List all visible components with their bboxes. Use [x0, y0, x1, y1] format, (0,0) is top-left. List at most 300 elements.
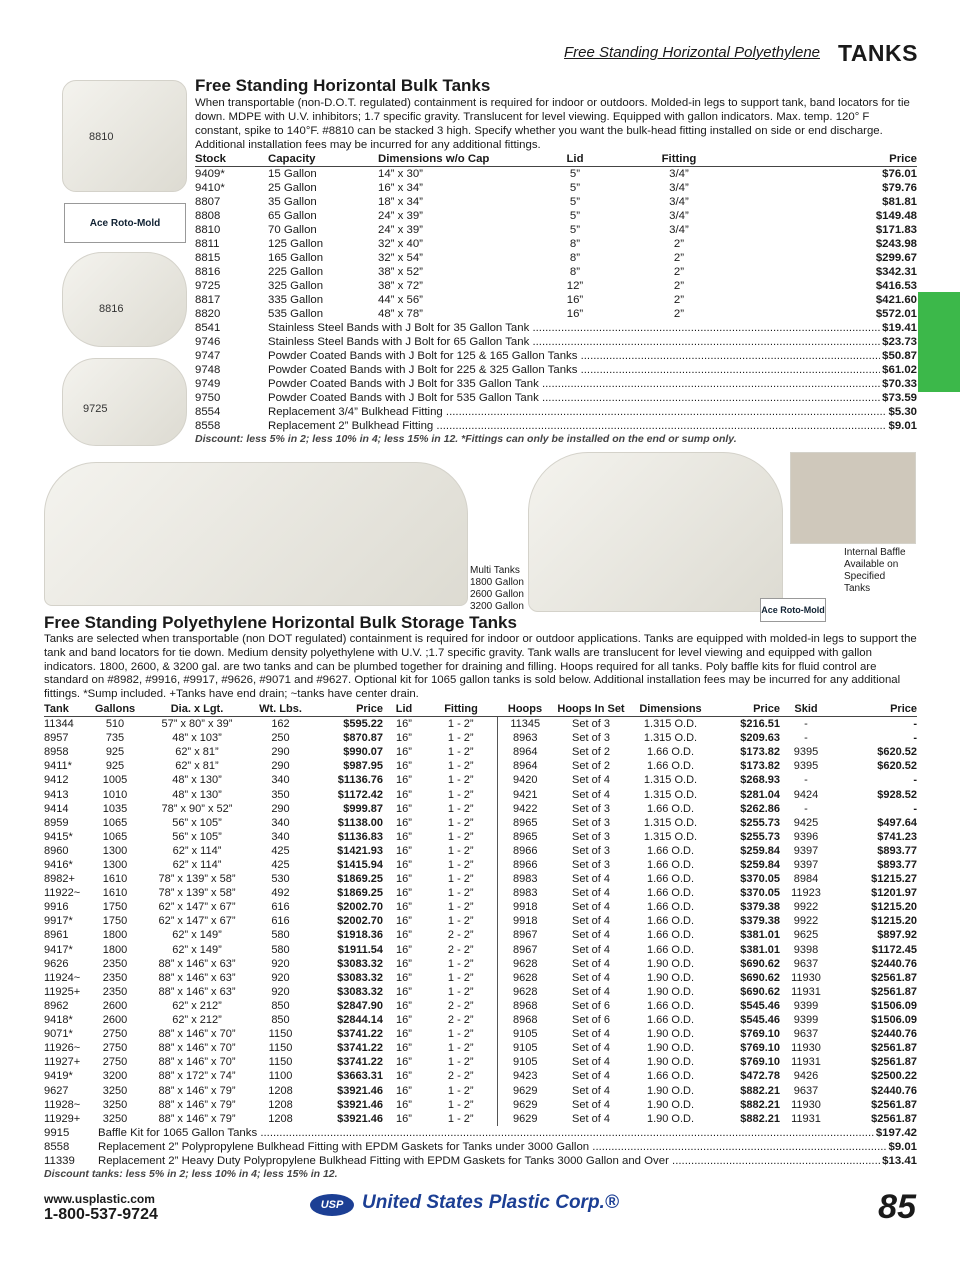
lid-cell: 16”: [396, 957, 412, 970]
hoops-in-set-cell: Set of 4: [572, 901, 610, 914]
skid-cell: -: [804, 802, 808, 815]
hoops-in-set-cell: Set of 4: [572, 788, 610, 801]
hoops-cell: 9628: [497, 985, 553, 999]
lid-cell: 16”: [396, 929, 412, 942]
fitting-cell: 1 - 2”: [447, 746, 474, 759]
accessory-stock: 9746: [195, 336, 221, 348]
dia-lgt-cell: 88” x 146” x 70”: [158, 1042, 236, 1055]
table-row: [44, 1084, 917, 1098]
dimensions-cell: 14” x 30”: [378, 168, 423, 180]
section-description: Tanks are selected when transportable (non DOT regulated) containment is required for indoor or outdoor applications. Tanks are equipped with molded-in legs to support the tank and band locators for tie down. Medium density polyethylene with U.V. ;1.7 specific gravity. Tank walls are translucent for level viewing and equipped with gallon indicators. 1800, 2600, & 3200 gal. are two tanks and can be plumbed together for draining and filling. Hoops required for all tanks. Poly baffle kits for fluid control are standard on #8982, #9916, #9917, #9626, #9071 and #9627. Optional kit for 1065 gallon tanks is sold below. Additional installation fees may be incurred for any additional fittings. *Sump included. +Tanks have end drain; ~tanks have center drain.: [44, 633, 917, 701]
hoops-in-set-cell: Set of 2: [572, 746, 610, 759]
dimensions-cell: 16” x 34”: [378, 182, 423, 194]
hoops-in-set-cell: Set of 4: [572, 957, 610, 970]
price-cell: $595.22: [343, 718, 383, 731]
accessory-price: $13.41: [882, 1154, 917, 1167]
skid-price-cell: -: [913, 718, 917, 731]
table-row: [195, 167, 917, 182]
capacity-cell: 70 Gallon: [268, 224, 317, 236]
dimensions-cell: 1.90 O.D.: [646, 1098, 695, 1111]
skid-price-cell: -: [913, 732, 917, 745]
accessory-price: $61.02: [882, 364, 917, 376]
gallons-cell: 735: [105, 732, 125, 745]
hoop-price-cell: $690.62: [740, 957, 780, 970]
gallons-cell: 1750: [102, 915, 128, 928]
skid-cell: 9399: [793, 1014, 819, 1027]
hoops-cell: 9918: [497, 914, 553, 928]
skid-cell: 9398: [793, 943, 819, 956]
tank-cell: 9626: [44, 957, 69, 970]
gallons-cell: 2600: [102, 999, 128, 1012]
dia-lgt-cell: 88” x 146” x 63”: [158, 957, 236, 970]
lid-cell: 16”: [396, 1014, 412, 1027]
hoop-price-cell: $381.01: [740, 929, 780, 942]
accessory-row: [195, 377, 917, 391]
dimensions-cell: 48” x 78”: [378, 308, 423, 320]
hoop-price-cell: $259.84: [740, 844, 780, 857]
accessory-stock: 9748: [195, 364, 221, 376]
hoop-price-cell: $769.10: [740, 1056, 780, 1069]
accessory-row: [44, 1154, 917, 1168]
dia-lgt-cell: 88” x 146” x 70”: [158, 1028, 236, 1041]
dimensions-cell: 24” x 39”: [378, 210, 423, 222]
dia-lgt-cell: 88” x 146” x 63”: [158, 971, 236, 984]
table-row: [44, 886, 917, 900]
price-cell: $2847.90: [337, 999, 383, 1012]
fitting-cell: 1 - 2”: [447, 971, 474, 984]
accessory-description: Replacement 2” Heavy Duty Polypropylene Bulkhead Fitting with EPDM Gaskets for Tanks 3000 Gallon and Over .....: [98, 1154, 880, 1168]
logo-text: Ace Roto-Mold: [89, 217, 161, 229]
dimensions-cell: 44” x 56”: [378, 294, 423, 306]
skid-price-cell: $2440.76: [871, 1028, 917, 1041]
fitting-cell: 1 - 2”: [447, 830, 474, 843]
hoop-price-cell: $882.21: [740, 1098, 780, 1111]
fitting-cell: 1 - 2”: [447, 901, 474, 914]
lid-cell: 16”: [396, 1112, 412, 1125]
capacity-cell: 165 Gallon: [268, 252, 324, 264]
table-row: [44, 1041, 917, 1055]
hoops-in-set-cell: Set of 3: [572, 859, 610, 872]
stock-cell: 9410*: [195, 182, 225, 194]
lid-cell: 16”: [396, 1084, 412, 1097]
weight-cell: 580: [271, 929, 290, 942]
hoop-price-cell: $370.05: [740, 887, 780, 900]
lid-cell: 16”: [396, 873, 412, 886]
logo-text: USP: [320, 1199, 344, 1211]
lid-cell: 5”: [569, 196, 581, 208]
hoops-cell: 9629: [497, 1098, 553, 1112]
hoop-price-cell: $173.82: [740, 760, 780, 773]
gallons-cell: 1750: [102, 901, 128, 914]
fitting-cell: 1 - 2”: [447, 732, 474, 745]
dimensions-cell: 1.90 O.D.: [646, 1042, 695, 1055]
tank-cell: 8961: [44, 929, 69, 942]
dia-lgt-cell: 48” x 130”: [172, 774, 222, 787]
hoop-price-cell: $370.05: [740, 873, 780, 886]
hoop-price-cell: $262.86: [740, 802, 780, 815]
col-hoops: Hoops: [497, 702, 553, 717]
table-row: [44, 802, 917, 816]
col-weight: Wt. Lbs.: [253, 702, 308, 717]
section-title: Free Standing Polyethylene Horizontal Bulk Storage Tanks: [44, 613, 517, 632]
skid-cell: 9397: [793, 844, 819, 857]
dia-lgt-cell: 48” x 103”: [172, 732, 222, 745]
hoops-cell: 9420: [497, 773, 553, 787]
lid-cell: 16”: [396, 760, 412, 773]
table-row: [44, 999, 917, 1013]
price-cell: $421.60: [875, 294, 917, 306]
skid-cell: 9922: [793, 915, 819, 928]
caption-line: Multi Tanks: [470, 565, 520, 576]
fitting-cell: 2 - 2”: [447, 1070, 474, 1083]
accessory-description: Powder Coated Bands with J Bolt for 125 & 165 Gallon Tanks .....: [268, 349, 880, 363]
lid-cell: 5”: [569, 168, 581, 180]
weight-cell: 530: [271, 873, 290, 886]
section-description: When transportable (non-D.O.T. regulated) containment is required for indoor or outdoors. Molded-in legs to support tank, band locators for tie down. MDPE with U.V. inhibitors; 1.7 specific gravity. Translucent for level viewing. Equipped with gallon indicators. Max. temp. 120° F constant, spike to 140°F. #8810 can be stacked 3 high. Specify whether you want the bulk-head fitting installed on side or end discharge. Additional installation fees may be incurred for any additional fittings.: [195, 97, 910, 151]
stock-cell: 8808: [195, 210, 221, 222]
capacity-cell: 225 Gallon: [268, 266, 324, 278]
fitting-cell: 1 - 2”: [447, 873, 474, 886]
price-cell: $987.95: [343, 760, 383, 773]
hoops-cell: 9628: [497, 971, 553, 985]
table-row: [195, 265, 917, 279]
price-cell: $3083.32: [337, 971, 383, 984]
table-row: [195, 195, 917, 209]
dimensions-cell: 1.90 O.D.: [646, 1084, 695, 1097]
hoop-price-cell: $381.01: [740, 943, 780, 956]
footer-url[interactable]: www.usplastic.com: [44, 1192, 155, 1206]
accessory-description: Stainless Steel Bands with J Bolt for 35 Gallon Tank .....: [268, 321, 880, 335]
fitting-cell: 3/4”: [669, 168, 689, 180]
caption-line: 2600 Gallon: [470, 589, 524, 600]
table-row: [44, 872, 917, 886]
tank-cell: 9416*: [44, 859, 73, 872]
tank-cell: 9071*: [44, 1028, 73, 1041]
tank-cell: 8957: [44, 732, 69, 745]
hoop-price-cell: $216.51: [740, 718, 780, 731]
tank-cell: 9627: [44, 1084, 69, 1097]
gallons-cell: 2750: [102, 1028, 128, 1041]
lid-cell: 16”: [566, 294, 584, 306]
weight-cell: 1150: [268, 1056, 293, 1069]
accessory-row: [195, 405, 917, 419]
price-cell: $999.87: [343, 802, 383, 815]
weight-cell: 1150: [268, 1028, 293, 1041]
skid-cell: 9425: [793, 816, 819, 829]
accessory-price: $9.01: [888, 420, 917, 432]
table-row: [44, 900, 917, 914]
skid-cell: 8984: [793, 873, 819, 886]
table-row: [195, 223, 917, 237]
skid-cell: -: [804, 732, 808, 745]
hoop-price-cell: $769.10: [740, 1042, 780, 1055]
section-bulk-tanks: [195, 76, 917, 445]
tank-cell: 8962: [44, 999, 69, 1012]
dia-lgt-cell: 88” x 146” x 79”: [158, 1112, 236, 1125]
dia-lgt-cell: 88” x 146” x 70”: [158, 1056, 236, 1069]
gallons-cell: 2750: [102, 1042, 128, 1055]
hoop-price-cell: $882.21: [740, 1112, 780, 1125]
fitting-cell: 1 - 2”: [447, 887, 474, 900]
fitting-cell: 2”: [673, 238, 685, 250]
weight-cell: 920: [271, 985, 290, 998]
ace-roto-mold-logo: [64, 203, 186, 243]
price-cell: $1138.00: [337, 816, 383, 829]
dimensions-cell: 38” x 72”: [378, 280, 423, 292]
dia-lgt-cell: 62” x 149”: [172, 929, 222, 942]
skid-price-cell: $620.52: [877, 760, 917, 773]
lid-cell: 16”: [396, 971, 412, 984]
price-cell: $1136.83: [337, 830, 383, 843]
skid-price-cell: $497.64: [877, 816, 917, 829]
col-skid: Skid: [780, 702, 832, 717]
gallons-cell: 510: [105, 718, 125, 731]
weight-cell: 350: [271, 788, 290, 801]
dimensions-cell: 1.66 O.D.: [646, 929, 695, 942]
fitting-cell: 1 - 2”: [447, 957, 474, 970]
skid-cell: 11930: [791, 971, 821, 984]
col-dimensions: Dimensions: [629, 702, 712, 717]
lid-cell: 8”: [569, 252, 581, 264]
skid-price-cell: -: [913, 774, 917, 787]
hoops-in-set-cell: Set of 3: [572, 802, 610, 815]
hoops-in-set-cell: Set of 6: [572, 999, 610, 1012]
fitting-cell: 2”: [673, 252, 685, 264]
skid-price-cell: $2561.87: [871, 985, 917, 998]
price-cell: $3083.32: [337, 985, 383, 998]
price-cell: $3741.22: [337, 1056, 383, 1069]
tank-cell: 8958: [44, 746, 69, 759]
weight-cell: 492: [271, 887, 290, 900]
dimensions-cell: 1.315 O.D.: [643, 830, 698, 843]
dimensions-cell: 1.66 O.D.: [646, 746, 695, 759]
col-hoops-in-set: Hoops In Set: [553, 702, 629, 717]
capacity-cell: 15 Gallon: [268, 168, 317, 180]
fitting-cell: 3/4”: [669, 224, 689, 236]
table-row: [44, 1069, 917, 1083]
price-cell: $3921.46: [337, 1112, 383, 1125]
tank-cell: 9418*: [44, 1014, 73, 1027]
table-row: [195, 237, 917, 251]
dimensions-cell: 1.66 O.D.: [646, 760, 695, 773]
skid-price-cell: $2500.22: [871, 1070, 917, 1083]
internal-baffle-photo: [790, 452, 916, 544]
weight-cell: 340: [271, 816, 290, 829]
col-fitting: Fitting: [425, 702, 497, 717]
hoops-in-set-cell: Set of 3: [572, 844, 610, 857]
image-label: 8810: [89, 131, 114, 143]
fitting-cell: 2 - 2”: [447, 1014, 474, 1027]
lid-cell: 12”: [566, 280, 584, 292]
hoops-cell: 11345: [497, 717, 553, 732]
price-cell: $2002.70: [337, 915, 383, 928]
dia-lgt-cell: 78” x 139” x 58”: [158, 873, 236, 886]
skid-cell: 9396: [793, 830, 819, 843]
hoops-cell: 8967: [497, 943, 553, 957]
storage-tanks-table: [44, 702, 917, 1126]
table-row: [44, 816, 917, 830]
fitting-cell: 1 - 2”: [447, 844, 474, 857]
fitting-cell: 2”: [673, 308, 685, 320]
fitting-cell: 1 - 2”: [447, 802, 474, 815]
caption-line: 3200 Gallon: [470, 601, 524, 612]
gallons-cell: 2350: [102, 985, 128, 998]
weight-cell: 850: [271, 1014, 290, 1027]
col-dimensions: Dimensions w/o Cap: [378, 152, 546, 167]
tank-cell: 11925+: [44, 985, 81, 998]
accessory-description: Replacement 2” Bulkhead Fitting .....: [268, 419, 886, 433]
accessory-description: Powder Coated Bands with J Bolt for 225 & 325 Gallon Tanks .....: [268, 363, 880, 377]
skid-price-cell: $2440.76: [871, 957, 917, 970]
hoops-in-set-cell: Set of 3: [572, 816, 610, 829]
skid-price-cell: -: [913, 802, 917, 815]
table-header-row: [195, 152, 917, 167]
dimensions-cell: 1.66 O.D.: [646, 844, 695, 857]
hoops-in-set-cell: Set of 4: [572, 985, 610, 998]
capacity-cell: 535 Gallon: [268, 308, 324, 320]
gallons-cell: 2350: [102, 957, 128, 970]
hoop-price-cell: $769.10: [740, 1028, 780, 1041]
table-row: [195, 293, 917, 307]
gallons-cell: 1800: [102, 929, 128, 942]
section-tab-marker: [918, 292, 960, 392]
header-title: TANKS: [837, 40, 918, 66]
fitting-cell: 2”: [673, 266, 685, 278]
col-tank: Tank: [44, 702, 89, 717]
fitting-cell: 1 - 2”: [447, 915, 474, 928]
dimensions-cell: 1.90 O.D.: [646, 985, 695, 998]
tank-9725-image: [62, 358, 187, 446]
dia-lgt-cell: 88” x 146” x 79”: [158, 1084, 236, 1097]
hoop-price-cell: $281.04: [740, 788, 780, 801]
hoop-price-cell: $173.82: [740, 746, 780, 759]
accessory-price: $9.01: [888, 1140, 917, 1153]
tank-cell: 9417*: [44, 943, 73, 956]
accessory-stock: 8558: [44, 1140, 70, 1153]
accessory-row: [195, 335, 917, 349]
weight-cell: 340: [271, 830, 290, 843]
page-number: 85: [878, 1188, 916, 1226]
fitting-cell: 3/4”: [669, 182, 689, 194]
logo-text: Ace Roto-Mold: [761, 605, 825, 615]
fitting-cell: 1 - 2”: [447, 760, 474, 773]
accessory-stock: 11339: [44, 1154, 75, 1167]
skid-cell: -: [804, 718, 808, 731]
dimensions-cell: 18” x 34”: [378, 196, 423, 208]
tank-cell: 9412: [44, 774, 69, 787]
price-cell: $572.01: [875, 308, 917, 320]
price-cell: $870.87: [343, 732, 383, 745]
accessory-stock: 9915: [44, 1126, 70, 1139]
dimensions-cell: 38” x 52”: [378, 266, 423, 278]
hoop-price-cell: $882.21: [740, 1084, 780, 1097]
table-row: [44, 985, 917, 999]
hoops-cell: 8983: [497, 886, 553, 900]
price-cell: $1421.93: [337, 844, 383, 857]
hoop-price-cell: $472.78: [740, 1070, 780, 1083]
hoops-in-set-cell: Set of 4: [572, 1056, 610, 1069]
skid-cell: 11930: [791, 1042, 821, 1055]
weight-cell: 340: [271, 774, 290, 787]
hoops-in-set-cell: Set of 3: [572, 830, 610, 843]
col-price: Price: [308, 702, 383, 717]
skid-cell: 9399: [793, 999, 819, 1012]
skid-price-cell: $1215.20: [871, 901, 917, 914]
tank-cell: 9419*: [44, 1070, 73, 1083]
fitting-cell: 1 - 2”: [447, 859, 474, 872]
hoops-in-set-cell: Set of 4: [572, 943, 610, 956]
hoops-cell: 8966: [497, 844, 553, 858]
table-row: [44, 1055, 917, 1069]
col-price: Price: [754, 152, 917, 167]
tank-8816-image: [62, 252, 187, 347]
skid-price-cell: $2440.76: [871, 1084, 917, 1097]
tank-cell: 11922~: [44, 887, 81, 900]
capacity-cell: 25 Gallon: [268, 182, 317, 194]
multi-tank-photo: [44, 462, 468, 606]
dia-lgt-cell: 62” x 149”: [172, 943, 222, 956]
tank-cell: 9411*: [44, 760, 72, 773]
usp-logo: [310, 1194, 354, 1216]
tank-cell: 9415*: [44, 830, 73, 843]
table-row: [44, 830, 917, 844]
price-cell: $990.07: [343, 746, 383, 759]
hoops-in-set-cell: Set of 4: [572, 1042, 610, 1055]
price-cell: $149.48: [875, 210, 917, 222]
stock-cell: 9725: [195, 280, 221, 292]
tank-8810-image: [62, 80, 187, 192]
price-cell: $2002.70: [337, 901, 383, 914]
lid-cell: 16”: [396, 887, 412, 900]
table-row: [195, 181, 917, 195]
dia-lgt-cell: 62” x 147” x 67”: [158, 901, 236, 914]
dimensions-cell: 1.315 O.D.: [643, 788, 698, 801]
skid-cell: 11923: [791, 887, 821, 900]
dimensions-cell: 1.66 O.D.: [646, 999, 695, 1012]
weight-cell: 1100: [268, 1070, 293, 1083]
hoops-cell: 9423: [497, 1069, 553, 1083]
gallons-cell: 1005: [102, 774, 128, 787]
dia-lgt-cell: 56” x 105”: [172, 816, 222, 829]
capacity-cell: 125 Gallon: [268, 238, 324, 250]
price-cell: $3083.32: [337, 957, 383, 970]
table-row: [195, 279, 917, 293]
weight-cell: 1208: [268, 1098, 293, 1111]
gallons-cell: 1300: [102, 844, 128, 857]
hoops-cell: 8968: [497, 999, 553, 1013]
gallons-cell: 3250: [102, 1084, 128, 1097]
gallons-cell: 1035: [102, 802, 128, 815]
stock-cell: 9409*: [195, 168, 225, 180]
fitting-cell: 2 - 2”: [447, 943, 474, 956]
dimensions-cell: 1.66 O.D.: [646, 859, 695, 872]
gallons-cell: 2600: [102, 1014, 128, 1027]
gallons-cell: 1300: [102, 859, 128, 872]
table-row: [44, 971, 917, 985]
gallons-cell: 3250: [102, 1098, 128, 1111]
hoops-in-set-cell: Set of 4: [572, 1028, 610, 1041]
hoop-price-cell: $379.38: [740, 915, 780, 928]
gallons-cell: 1800: [102, 943, 128, 956]
dimensions-cell: 1.90 O.D.: [646, 957, 695, 970]
skid-cell: 9424: [793, 788, 819, 801]
accessory-stock: 9750: [195, 392, 221, 404]
col-dia-lgt: Dia. x Lgt.: [141, 702, 253, 717]
hoops-cell: 9629: [497, 1084, 553, 1098]
weight-cell: 1208: [268, 1084, 293, 1097]
bulk-tanks-accessories: [195, 321, 917, 433]
dia-lgt-cell: 62” x 81”: [175, 746, 219, 759]
